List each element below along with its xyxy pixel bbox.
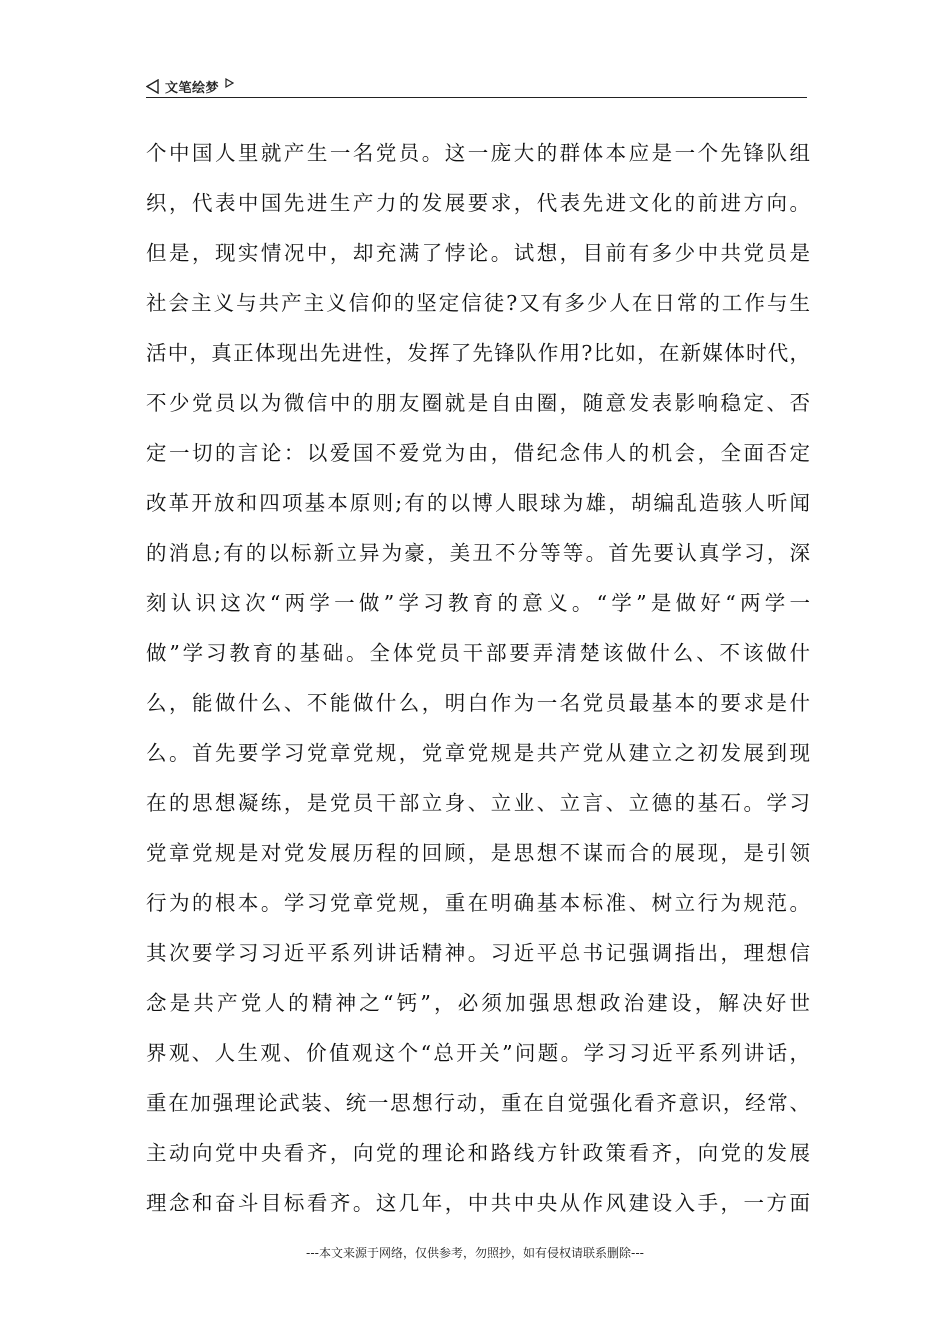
text-line: 不少党员以为微信中的朋友圈就是自由圈，随意发表影响稳定、否 [146,391,810,415]
page-header [146,74,806,98]
text-line: 重在加强理论武装、统一思想行动，重在自觉强化看齐意识，经常、 [146,1091,810,1115]
text-line: 界观、人生观、价值观这个“总开关”问题。学习习近平系列讲话， [146,1041,810,1065]
text-line: 的消息;有的以标新立异为豪，美丑不分等等。首先要认真学习，深 [146,541,810,565]
text-line: 念是共产党人的精神之“钙”，必须加强思想政治建设，解决好世 [146,991,810,1015]
text-line: 党章党规是对党发展历程的回顾，是思想不谋而合的展现，是引领 [146,841,810,865]
text-line: 行为的根本。学习党章党规，重在明确基本标准、树立行为规范。 [146,891,810,915]
text-line: 刻认识这次“两学一做”学习教育的意义。“学”是做好“两学一 [146,591,810,615]
text-line: 做”学习教育的基础。全体党员干部要弄清楚该做什么、不该做什 [146,641,810,665]
header-brand: 文笔绘梦 [165,80,220,96]
text-line: 其次要学习习近平系列讲话精神。习近平总书记强调指出，理想信 [146,941,810,965]
text-line: 定一切的言论：以爱国不爱党为由，借纪念伟人的机会，全面否定 [146,441,810,465]
triangle-right-icon [225,78,234,88]
text-line: 么。首先要学习党章党规，党章党规是共产党从建立之初发展到现 [146,741,810,765]
text-line: 么，能做什么、不能做什么，明白作为一名党员最基本的要求是什 [146,691,810,715]
text-line: 个中国人里就产生一名党员。这一庞大的群体本应是一个先锋队组 [146,141,810,165]
header-divider [146,97,807,98]
document-body [146,128,810,1228]
text-line: 活中，真正体现出先进性，发挥了先锋队作用?比如，在新媒体时代， [146,341,810,365]
text-line: 但是，现实情况中，却充满了悖论。试想，目前有多少中共党员是 [146,241,810,265]
text-line: 织，代表中国先进生产力的发展要求，代表先进文化的前进方向。 [146,191,810,215]
text-line: 理念和奋斗目标看齐。这几年，中共中央从作风建设入手，一方面 [146,1191,810,1215]
text-line: 改革开放和四项基本原则;有的以博人眼球为雄，胡编乱造骇人听闻 [146,491,810,515]
text-line: 主动向党中央看齐，向党的理论和路线方针政策看齐，向党的发展 [146,1141,810,1165]
triangle-left-icon [146,79,159,94]
text-line: 在的思想凝练，是党员干部立身、立业、立言、立德的基石。学习 [146,791,810,815]
footer-notice: ---本文来源于网络，仅供参考，勿照抄，如有侵权请联系删除--- [306,1246,644,1260]
text-line: 社会主义与共产主义信仰的坚定信徒?又有多少人在日常的工作与生 [146,291,810,315]
